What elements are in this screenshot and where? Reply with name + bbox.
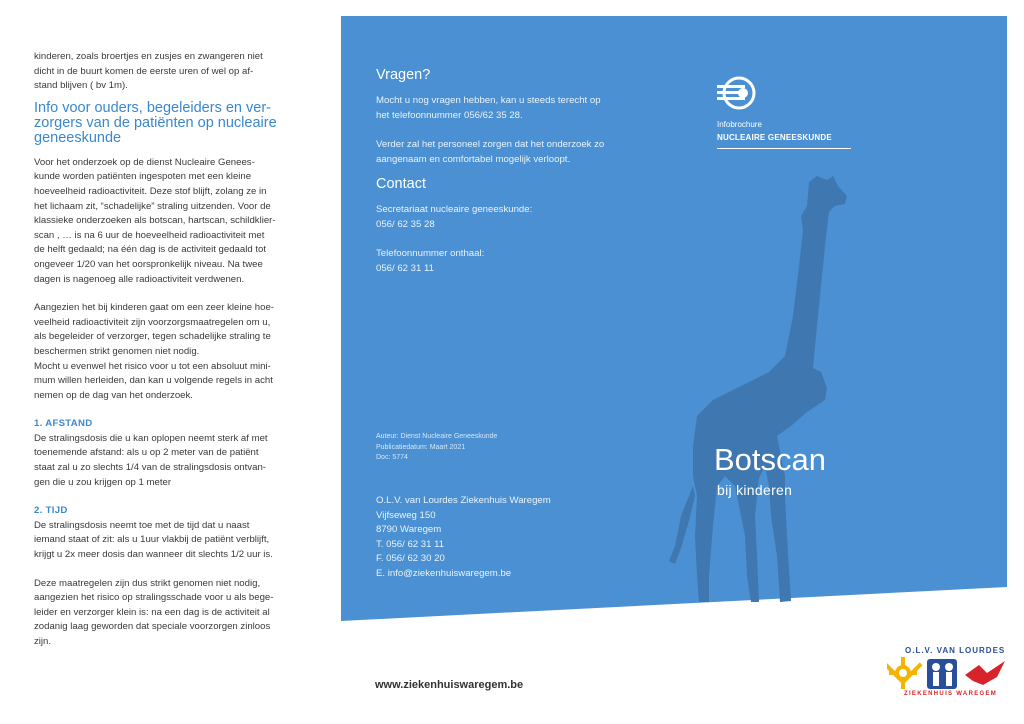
- info-heading: Info voor ouders, begeleiders en ver- zorgers van de patiënten op nucleaire geneeskunde: [34, 99, 277, 146]
- hospital-logo: O.L.V. VAN LOURDES ZIEKENHUIS WAREGEM: [887, 646, 1009, 702]
- section-tijd-text: De stralingsdosis neemt toe met de tijd dat u naast iemand staat of zit: als u 1uur vlakbij de patiënt verblijft, krijgt u 2x meer dosis dan wanneer dit slechts 1/2 uur is.: [34, 519, 273, 561]
- brochure-label: Infobrochure NUCLEAIRE GENEESKUNDE: [717, 120, 832, 142]
- cover-title: Botscan: [714, 442, 827, 477]
- nuclear-medicine-icon: [715, 76, 757, 110]
- intro-paragraph: kinderen, zoals broertjes en zusjes en zwangeren niet dicht in de buurt komen de eerste uren of wel op af- stand blijven ( bv 1m).: [34, 51, 263, 92]
- contact-title: Contact: [376, 176, 426, 192]
- hospital-address: O.L.V. van Lourdes Ziekenhuis Waregem Vijfseweg 150 8790 Waregem T. 056/ 62 31 11 F. 056/ 62 30 20 E. info@ziekenhuiswaregem.be: [376, 495, 551, 579]
- cover-subtitle: bij kinderen: [717, 482, 793, 498]
- publication-meta: Auteur: Dienst Nucleaire Geneeskunde Publicatiedatum: Maart 2021 Doc: 5774: [376, 433, 498, 461]
- left-column: [34, 50, 292, 650]
- contact-onthaal: Telefoonnummer onthaal: 056/ 62 31 11: [376, 248, 485, 274]
- vragen-text-2: Verder zal het personeel zorgen dat het onderzoek zo aangenaam en comfortabel mogelijk verloopt.: [376, 139, 605, 165]
- section-tijd-title: 2. TIJD: [34, 505, 68, 517]
- website-link[interactable]: www.ziekenhuiswaregem.be: [375, 679, 524, 691]
- vragen-title: Vragen?: [376, 67, 431, 83]
- section-afstand-title: 1. AFSTAND: [34, 418, 93, 430]
- contact-secretariaat: Secretariaat nucleaire geneeskunde: 056/ 62 35 28: [376, 204, 533, 230]
- section-afstand-text: De stralingsdosis die u kan oplopen neemt sterk af met toenemende afstand: als u op 2 meter van de patiënt staat zal u zo slechts 1/4 van de stralingsdosis ontvan- gen die u zou krijgen op 1 meter: [34, 432, 268, 488]
- paragraph-radioactivity: Voor het onderzoek op de dienst Nucleaire Genees- kunde worden patiënten ingespoten met een kleine hoeveelheid radioactiviteit. Deze stof blijft, zolang ze in het lichaam zit, “schadelijke” straling uitzenden. Voor de klassieke onderzoeken als botscan, hartscan, schildklier- scan , … is na 6 uur de hoeveelheid radioactiviteit met de helft gedaald; na één dag is de activiteit gedaald tot ongeveer 1/20 van het oorspronkelijk niveau. Na twee dagen is nagenoeg alle radioactiviteit verdwenen.: [34, 156, 276, 285]
- paragraph-precautions: Aangezien het bij kinderen gaat om een zeer kleine hoe- veelheid radioactiviteit zijn voorzorgsmaatregelen om u, als begeleider of verzorger, tegen schadelijke straling te beschermen strikt genomen niet nodig. Mocht u evenwel het risico voor u tot een absoluut mini- mum willen herleiden, dan kan u volgende regels in acht nemen op de dag van het onderzoek.: [34, 302, 275, 401]
- logo-figures-icon: [887, 655, 1009, 691]
- cover-panel: [341, 16, 1007, 621]
- vragen-text: Mocht u nog vragen hebben, kan u steeds terecht op het telefoonnummer 056/62 35 28.: [376, 95, 601, 121]
- brand-divider: [717, 148, 851, 149]
- paragraph-conclusion: Deze maatregelen zijn dus strikt genomen niet nodig, aangezien het risico op stralingsschade voor u als bege- leider en verzorger klein is: na een dag is de activiteit al zodanig laag geworden dat speciale voorzorgen zinloos zijn.: [34, 577, 274, 647]
